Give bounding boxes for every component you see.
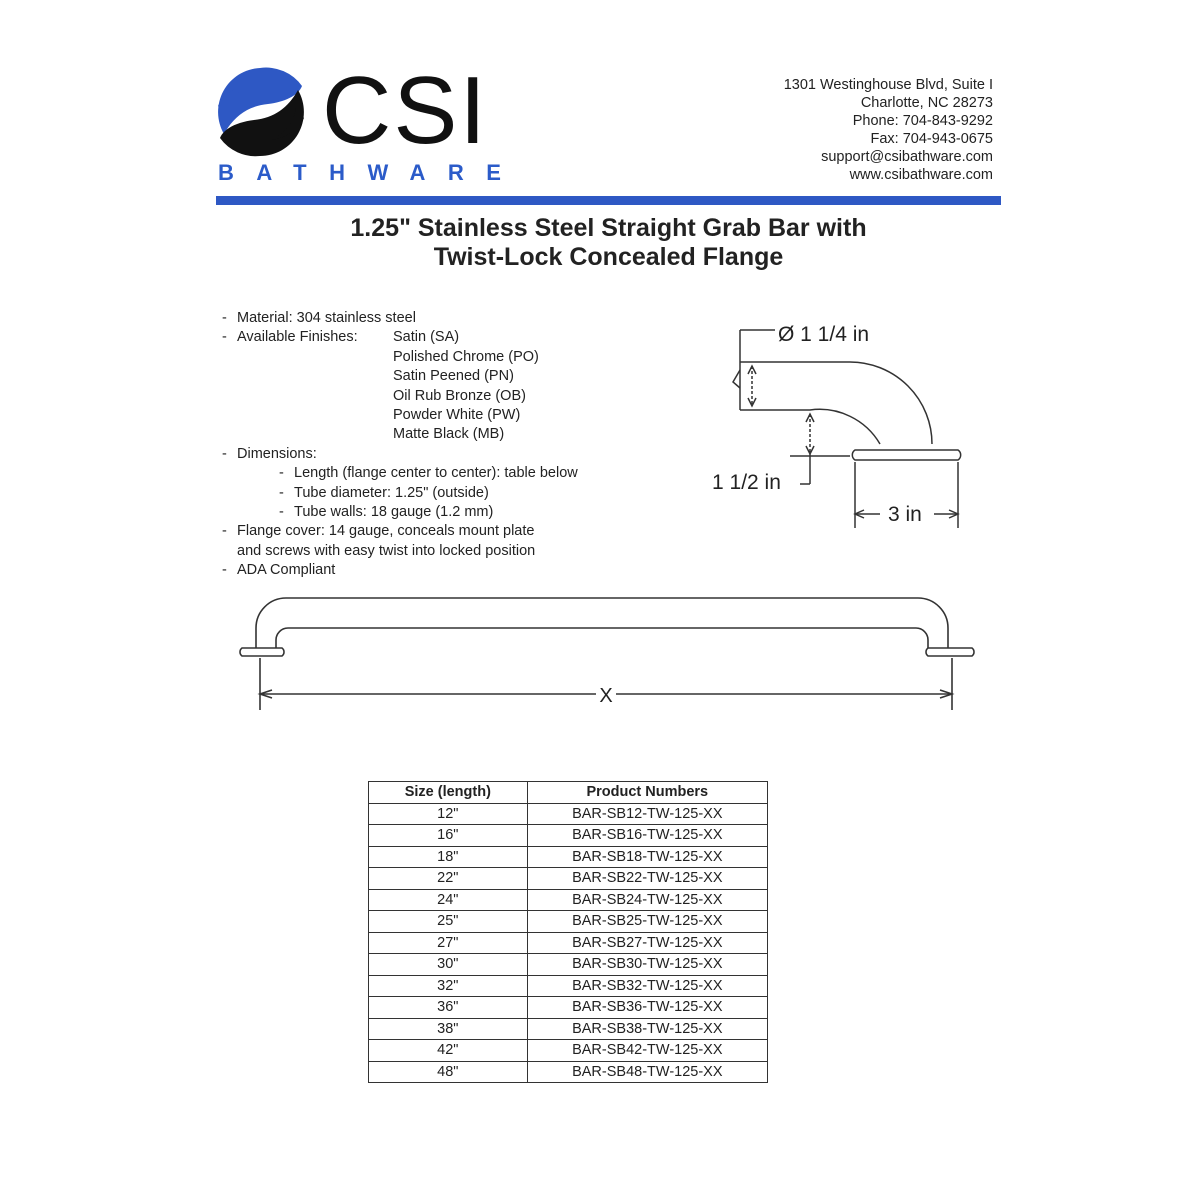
size-cell: 12" — [369, 803, 528, 825]
product-number-cell: BAR-SB18-TW-125-XX — [527, 846, 767, 868]
product-number-cell: BAR-SB32-TW-125-XX — [527, 975, 767, 997]
finish-item: Satin (SA) — [393, 329, 460, 346]
size-cell: 24" — [369, 889, 528, 911]
page-title — [216, 214, 1001, 272]
product-number-cell: BAR-SB30-TW-125-XX — [527, 954, 767, 976]
table-row — [369, 825, 768, 847]
size-cell: 30" — [369, 954, 528, 976]
finish-item: Matte Black (MB) — [393, 426, 505, 443]
dimension-item: - Tube diameter: 1.25" (outside) — [279, 484, 489, 501]
product-number-cell: BAR-SB27-TW-125-XX — [527, 932, 767, 954]
spec-dimensions: - Dimensions: — [222, 445, 317, 462]
header-size: Size (length) — [369, 782, 528, 804]
table-row — [369, 846, 768, 868]
table-header-row — [369, 782, 768, 804]
size-cell: 25" — [369, 911, 528, 933]
contact-block — [784, 76, 993, 184]
product-number-cell: BAR-SB22-TW-125-XX — [527, 868, 767, 890]
grab-bar-length-diagram — [228, 586, 988, 716]
product-number-cell: BAR-SB36-TW-125-XX — [527, 997, 767, 1019]
size-table — [368, 781, 768, 1083]
product-number-cell: BAR-SB48-TW-125-XX — [527, 1061, 767, 1083]
support-email: support@csibathware.com — [821, 149, 993, 165]
size-cell: 22" — [369, 868, 528, 890]
finish-item: Satin Peened (PN) — [393, 368, 514, 385]
clearance-label: 1 1/2 in — [712, 471, 781, 494]
phone-number: Phone: 704-843-9292 — [852, 113, 993, 129]
table-row — [369, 803, 768, 825]
spec-list — [222, 309, 578, 581]
table-row — [369, 932, 768, 954]
product-number-cell: BAR-SB12-TW-125-XX — [527, 803, 767, 825]
fax-number: Fax: 704-943-0675 — [870, 131, 993, 147]
size-cell: 16" — [369, 825, 528, 847]
header-product-numbers: Product Numbers — [527, 782, 767, 804]
table-row — [369, 868, 768, 890]
brand-tagline: BATHWARE — [218, 160, 524, 185]
table-row — [369, 1061, 768, 1083]
diameter-label: Ø 1 1/4 in — [778, 323, 870, 346]
table-row — [369, 954, 768, 976]
product-number-cell: BAR-SB16-TW-125-XX — [527, 825, 767, 847]
finish-item: Powder White (PW) — [393, 407, 521, 424]
product-number-cell: BAR-SB38-TW-125-XX — [527, 1018, 767, 1040]
table-row — [369, 997, 768, 1019]
csi-logo — [214, 57, 524, 186]
finish-item: Polished Chrome (PO) — [393, 348, 539, 365]
spec-flange: - Flange cover: 14 gauge, conceals mount plate — [222, 523, 535, 540]
finish-item: Oil Rub Bronze (OB) — [393, 387, 526, 404]
address-line-2: Charlotte, NC 28273 — [860, 95, 993, 111]
product-number-cell: BAR-SB24-TW-125-XX — [527, 889, 767, 911]
website-url: www.csibathware.com — [849, 167, 993, 183]
length-label: X — [599, 685, 613, 707]
header-divider — [216, 196, 1001, 205]
table-row — [369, 1018, 768, 1040]
size-cell: 36" — [369, 997, 528, 1019]
title-line-1: 1.25" Stainless Steel Straight Grab Bar with — [350, 214, 867, 242]
table-row — [369, 911, 768, 933]
size-cell: 48" — [369, 1061, 528, 1083]
flange-detail-diagram — [700, 310, 980, 540]
product-number-cell: BAR-SB25-TW-125-XX — [527, 911, 767, 933]
table-row — [369, 1040, 768, 1062]
spec-material: - Material: 304 stainless steel — [222, 310, 416, 326]
title-line-2: Twist-Lock Concealed Flange — [433, 243, 784, 271]
size-cell: 18" — [369, 846, 528, 868]
dimension-item: - Length (flange center to center): table below — [279, 465, 578, 482]
size-cell: 38" — [369, 1018, 528, 1040]
flange-width-label: 3 in — [888, 503, 922, 526]
size-cell: 27" — [369, 932, 528, 954]
swirl-logo-icon — [214, 66, 314, 158]
table-row — [369, 889, 768, 911]
address-line-1: 1301 Westinghouse Blvd, Suite I — [783, 77, 993, 93]
size-cell: 42" — [369, 1040, 528, 1062]
spec-finishes: - Available Finishes: Satin (SA) — [222, 328, 578, 347]
size-cell: 32" — [369, 975, 528, 997]
dimension-item: - Tube walls: 18 gauge (1.2 mm) — [279, 504, 494, 521]
brand-name: CSI — [322, 57, 489, 164]
table-row — [369, 975, 768, 997]
spec-flange-cont: and screws with easy twist into locked position — [237, 542, 536, 559]
product-number-cell: BAR-SB42-TW-125-XX — [527, 1040, 767, 1062]
spec-ada: - ADA Compliant — [222, 562, 336, 579]
